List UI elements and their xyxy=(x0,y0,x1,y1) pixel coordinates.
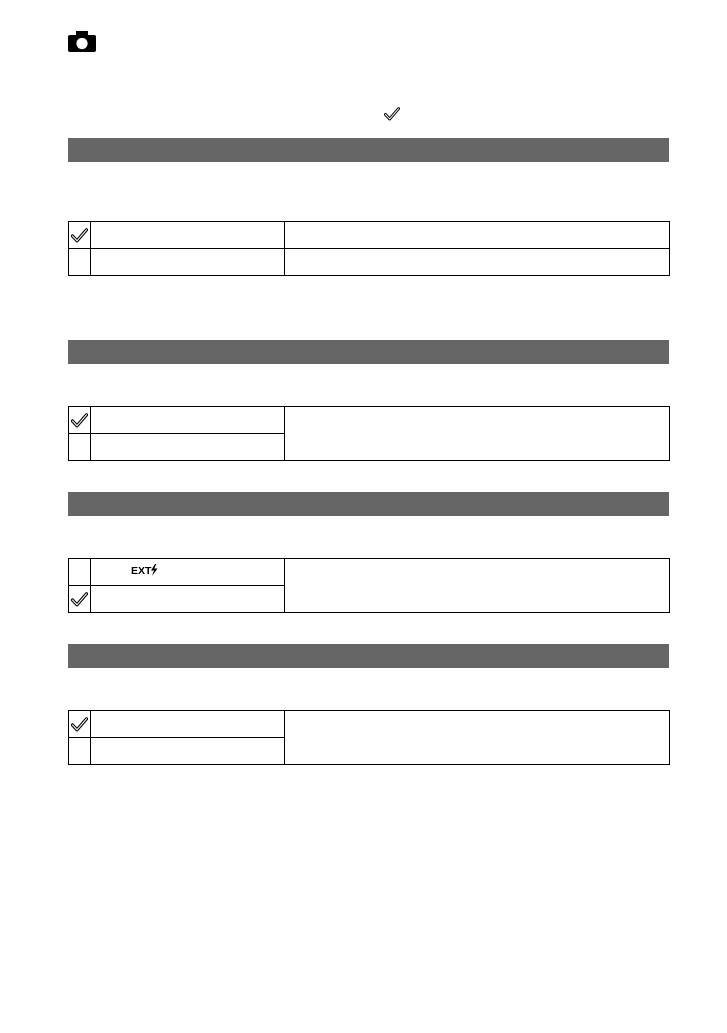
option-table-4 xyxy=(68,710,670,765)
option-description-cell xyxy=(285,222,670,249)
section-header-bar-3 xyxy=(68,492,669,516)
option-label-cell xyxy=(91,586,285,613)
checkmark-icon xyxy=(71,717,88,732)
camera-mode-icon xyxy=(68,31,96,52)
option-row[interactable] xyxy=(69,407,670,434)
checkmark-icon xyxy=(384,107,400,121)
svg-text:EXT: EXT xyxy=(131,564,152,577)
section-header-bar-4 xyxy=(68,644,669,668)
option-table-3 xyxy=(68,558,670,613)
default-marker-cell xyxy=(69,559,91,586)
option-row[interactable] xyxy=(69,711,670,738)
option-description-cell xyxy=(285,249,670,276)
checkmark-icon xyxy=(71,228,88,243)
section-header-bar-2 xyxy=(68,340,669,364)
default-marker-cell xyxy=(69,407,91,434)
option-description-cell xyxy=(285,559,670,613)
option-label-cell xyxy=(91,434,285,461)
checkmark-icon xyxy=(71,413,88,428)
checkmark-icon xyxy=(71,592,88,607)
option-description-cell xyxy=(285,407,670,461)
option-row[interactable] xyxy=(69,249,670,276)
option-label-cell xyxy=(91,711,285,738)
option-row[interactable] xyxy=(69,559,670,586)
option-table-2 xyxy=(68,406,670,461)
default-marker-cell xyxy=(69,222,91,249)
option-label-cell xyxy=(91,249,285,276)
option-label-cell xyxy=(91,407,285,434)
default-marker-cell xyxy=(69,738,91,765)
section-header-bar-1 xyxy=(68,138,669,162)
default-marker-cell xyxy=(69,434,91,461)
default-marker-cell xyxy=(69,711,91,738)
default-marker-cell xyxy=(69,249,91,276)
external-flash-icon xyxy=(131,563,159,582)
option-description-cell xyxy=(285,711,670,765)
option-label-cell xyxy=(91,738,285,765)
option-label-cell xyxy=(91,559,285,586)
option-label-cell xyxy=(91,222,285,249)
default-marker-cell xyxy=(69,586,91,613)
option-row[interactable] xyxy=(69,222,670,249)
option-table-1 xyxy=(68,221,670,276)
